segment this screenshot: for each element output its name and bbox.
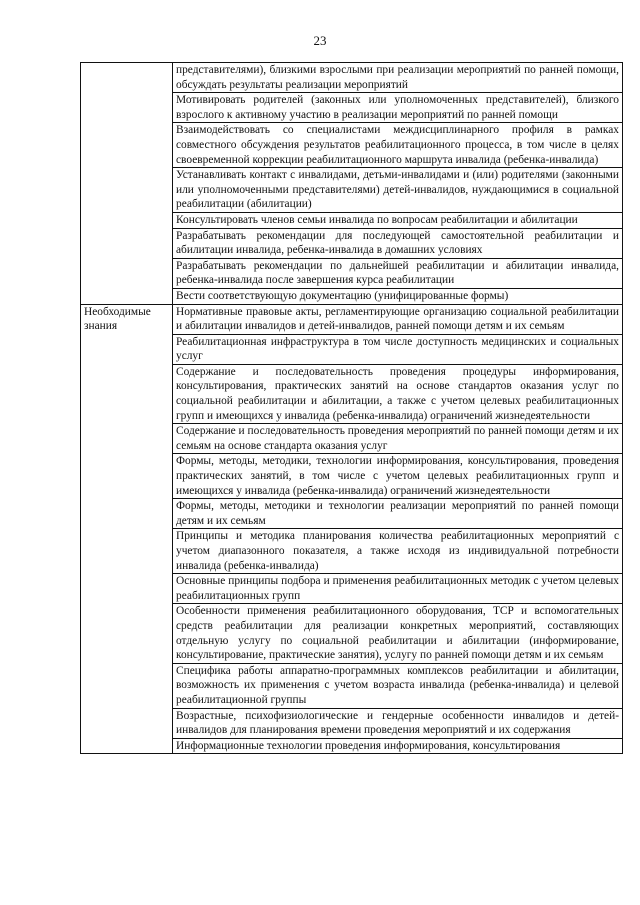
- requirement-item: Взаимодействовать со специалистами междисциплинарного профиля в рамках совместного обсуждения результатов реабилитационного процесса, в том числе в целях своевременной коррекции реабилитационного маршрута инвалида (ребенка-инвалида): [173, 123, 623, 168]
- requirement-item: представителями), близкими взрослыми при реализации мероприятий по ранней помощи, обсуждать результаты реализации мероприятий: [173, 63, 623, 93]
- requirement-item: Вести соответствующую документацию (унифицированные формы): [173, 288, 623, 304]
- requirement-item: Мотивировать родителей (законных или уполномоченных представителей), близкого взрослого к активному участию в реализации мероприятий по ранней помощи: [173, 93, 623, 123]
- requirement-item: Особенности применения реабилитационного оборудования, ТСР и вспомогательных средств реабилитации для реализации конкретных мероприятий, составляющих отдельную услугу по социальной реабилитации и абилитации (информирование, консультирование, практические занятия), услугу по ранней помощи детям и их семьям: [173, 604, 623, 663]
- requirements-table: [80, 62, 623, 754]
- requirement-item: Специфика работы аппаратно-программных комплексов реабилитации и абилитации, возможность их применения с учетом возраста инвалида (ребенка-инвалида) и целевой реабилитационной группы: [173, 663, 623, 708]
- section-label: [81, 63, 173, 305]
- table-row: [81, 63, 623, 93]
- requirement-item: Информационные технологии проведения информирования, консультирования: [173, 738, 623, 754]
- requirement-item: Принципы и методика планирования количества реабилитационных мероприятий с учетом диапазонного показателя, а также исходя из индивидуальной потребности инвалида (ребенка-инвалида): [173, 529, 623, 574]
- requirement-item: Содержание и последовательность проведения мероприятий по ранней помощи детям и их семьям на основе стандарта оказания услуг: [173, 424, 623, 454]
- requirement-item: Разрабатывать рекомендации по дальнейшей реабилитации и абилитации инвалида, ребенка-инвалида после завершения курса реабилитации: [173, 258, 623, 288]
- requirement-item: Формы, методы, методики, технологии информирования, консультирования, проведения практических занятий, в том числе с учетом целевых реабилитационных групп и имеющихся у инвалида (ребенка-инвалида) ограничений жизнедеятельности: [173, 454, 623, 499]
- requirement-item: Формы, методы, методики и технологии реализации мероприятий по ранней помощи детям и их семьям: [173, 499, 623, 529]
- requirement-item: Устанавливать контакт с инвалидами, детьми-инвалидами и (или) родителями (законными или уполномоченными представителями) детей-инвалидов, нуждающимися в социальной реабилитации (абилитации): [173, 168, 623, 213]
- requirement-item: Содержание и последовательность проведения процедуры информирования, консультирования, практических занятий на основе стандартов оказания услуг по социальной реабилитации и абилитации, а также с учетом целевых реабилитационных групп и имеющихся у инвалида (ребенка-инвалида) ограничений жизнедеятельности: [173, 364, 623, 423]
- page-number: 23: [313, 33, 327, 48]
- requirement-item: Разрабатывать рекомендации для последующей самостоятельной реабилитации и абилитации инвалида, ребенка-инвалида в домашних условиях: [173, 228, 623, 258]
- requirement-item: Основные принципы подбора и применения реабилитационных методик с учетом целевых реабилитационных групп: [173, 574, 623, 604]
- table-body: [81, 63, 623, 754]
- table-row: [81, 304, 623, 334]
- requirement-item: Возрастные, психофизиологические и гендерные особенности инвалидов и детей-инвалидов для планирования времени проведения мероприятий и их содержания: [173, 708, 623, 738]
- requirement-item: Консультировать членов семьи инвалида по вопросам реабилитации и абилитации: [173, 212, 623, 228]
- requirement-item: Реабилитационная инфраструктура в том числе доступность медицинских и социальных услуг: [173, 334, 623, 364]
- section-label: Необходимые знания: [81, 304, 173, 754]
- requirement-item: Нормативные правовые акты, регламентирующие организацию социальной реабилитации и абилитации инвалидов и детей-инвалидов, ранней помощи детям и их семьям: [173, 304, 623, 334]
